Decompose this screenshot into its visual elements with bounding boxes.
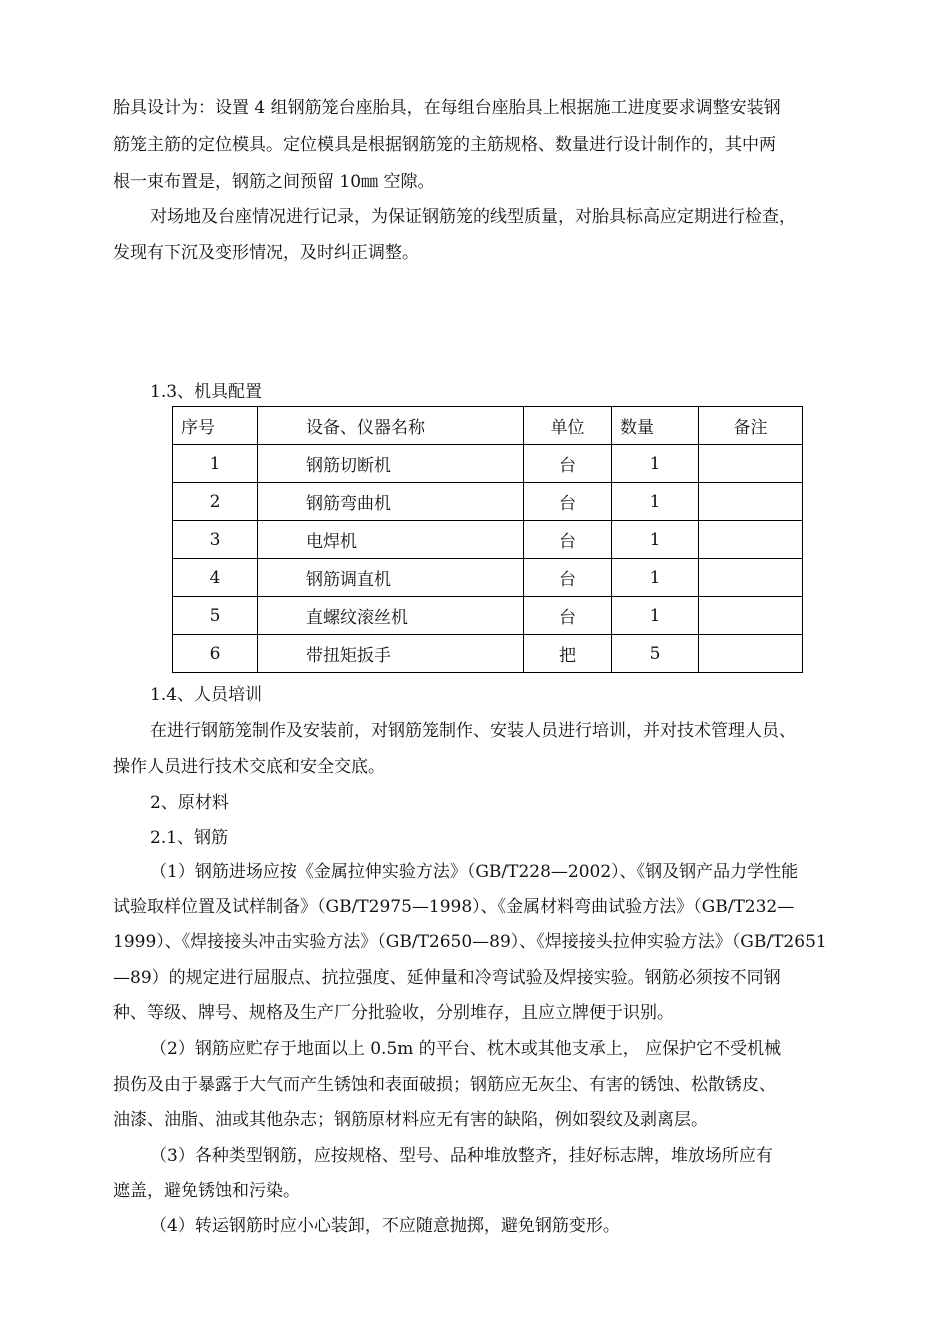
cell-seq: 2 — [173, 483, 258, 521]
item1-line-2: 试验取样位置及试样制备》（GB/T2975—1998）、《金属材料弯曲试验方法》（GB/T232— — [113, 897, 795, 917]
intro-p1-line-2: 筋笼主筋的定位模具。定位模具是根据钢筋笼的主筋规格、数量进行设计制作的，其中两 — [113, 135, 776, 155]
cell-seq: 1 — [173, 445, 258, 483]
cell-seq: 6 — [173, 635, 258, 673]
header-seq: 序号 — [173, 407, 258, 445]
item3-line-1: （3）各种类型钢筋，应按规格、型号、品种堆放整齐，挂好标志牌，堆放场所应有 — [150, 1146, 773, 1166]
intro-p1-line-1: 胎具设计为：设置 4 组钢筋笼台座胎具，在每组台座胎具上根据施工进度要求调整安装钢 — [113, 98, 781, 118]
section-1-4-line-2: 操作人员进行技术交底和安全交底。 — [113, 757, 385, 777]
cell-remark — [699, 445, 803, 483]
cell-name: 钢筋调直机 — [258, 559, 524, 597]
section-1-4-line-1: 在进行钢筋笼制作及安装前，对钢筋笼制作、安装人员进行培训，并对技术管理人员、 — [150, 721, 796, 741]
cell-qty: 1 — [612, 559, 699, 597]
table-row — [173, 559, 803, 597]
item1-line-3: 1999）、《焊接接头冲击实验方法》（GB/T2650—89）、《焊接接头拉伸实验方法》（GB/T2651 — [113, 932, 827, 952]
table-row — [173, 635, 803, 673]
item2-line-1: （2）钢筋应贮存于地面以上 0.5m 的平台、枕木或其他支承上， 应保护它不受机械 — [150, 1039, 782, 1059]
cell-unit: 台 — [524, 483, 612, 521]
item2-line-2: 损伤及由于暴露于大气而产生锈蚀和表面破损；钢筋应无灰尘、有害的锈蚀、松散锈皮、 — [113, 1075, 776, 1095]
cell-unit: 台 — [524, 445, 612, 483]
header-name: 设备、仪器名称 — [258, 407, 524, 445]
header-qty: 数量 — [612, 407, 699, 445]
cell-qty: 1 — [612, 483, 699, 521]
cell-remark — [699, 483, 803, 521]
header-unit: 单位 — [524, 407, 612, 445]
item4-line-1: （4）转运钢筋时应小心装卸，不应随意抛掷，避免钢筋变形。 — [150, 1216, 620, 1236]
table-row — [173, 521, 803, 559]
item1-line-5: 种、等级、牌号、规格及生产厂分批验收，分别堆存，且应立牌便于识别。 — [113, 1003, 674, 1023]
cell-name: 直螺纹滚丝机 — [258, 597, 524, 635]
cell-qty: 5 — [612, 635, 699, 673]
cell-name: 电焊机 — [258, 521, 524, 559]
section-2-heading: 2、原材料 — [150, 793, 229, 813]
cell-qty: 1 — [612, 445, 699, 483]
section-1-3-heading: 1.3、机具配置 — [150, 382, 263, 402]
cell-qty: 1 — [612, 521, 699, 559]
intro-p2-line-2: 发现有下沉及变形情况，及时纠正调整。 — [113, 243, 419, 263]
section-1-4-heading: 1.4、人员培训 — [150, 685, 263, 705]
cell-seq: 3 — [173, 521, 258, 559]
cell-remark — [699, 559, 803, 597]
item3-line-2: 遮盖，避免锈蚀和污染。 — [113, 1181, 300, 1201]
cell-seq: 4 — [173, 559, 258, 597]
item1-line-4: —89）的规定进行屈服点、抗拉强度、延伸量和冷弯试验及焊接实验。钢筋必须按不同钢 — [113, 968, 781, 988]
section-2-1-heading: 2.1、钢筋 — [150, 828, 229, 848]
table-row — [173, 597, 803, 635]
table-row — [173, 483, 803, 521]
cell-remark — [699, 635, 803, 673]
intro-p1-line-3: 根一束布置是，钢筋之间预留 10㎜ 空隙。 — [113, 172, 435, 192]
cell-remark — [699, 597, 803, 635]
cell-remark — [699, 521, 803, 559]
item1-line-1: （1）钢筋进场应按《金属拉伸实验方法》（GB/T228—2002）、《钢及钢产品力学性能 — [150, 862, 799, 882]
cell-unit: 台 — [524, 521, 612, 559]
item2-line-3: 油漆、油脂、油或其他杂志；钢筋原材料应无有害的缺陷，例如裂纹及剥离层。 — [113, 1110, 708, 1130]
table-header-row — [173, 407, 803, 445]
cell-qty: 1 — [612, 597, 699, 635]
cell-name: 钢筋弯曲机 — [258, 483, 524, 521]
intro-p2-line-1: 对场地及台座情况进行记录，为保证钢筋笼的线型质量，对胎具标高应定期进行检查， — [150, 207, 796, 227]
cell-name: 钢筋切断机 — [258, 445, 524, 483]
cell-unit: 台 — [524, 597, 612, 635]
cell-seq: 5 — [173, 597, 258, 635]
equipment-table — [172, 406, 803, 673]
cell-unit: 台 — [524, 559, 612, 597]
table-row — [173, 445, 803, 483]
cell-unit: 把 — [524, 635, 612, 673]
cell-name: 带扭矩扳手 — [258, 635, 524, 673]
header-remark: 备注 — [699, 407, 803, 445]
